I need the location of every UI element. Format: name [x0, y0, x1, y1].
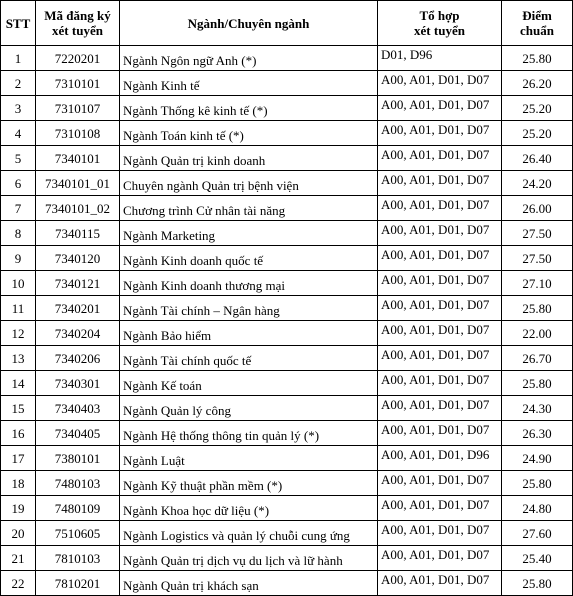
- cell-major: Ngành Quản lý công: [120, 396, 378, 421]
- cell-stt: 10: [1, 271, 36, 296]
- cell-stt: 12: [1, 321, 36, 346]
- cell-major: Ngành Ngôn ngữ Anh (*): [120, 46, 378, 71]
- cell-score: 27.50: [502, 221, 573, 246]
- cell-major: Ngành Quản trị kinh doanh: [120, 146, 378, 171]
- table-row: [1, 71, 573, 96]
- header-combination: Tổ hợp xét tuyển: [378, 1, 502, 46]
- cell-code: 7310101: [36, 71, 120, 96]
- cell-major: Ngành Thống kê kinh tế (*): [120, 96, 378, 121]
- cell-score: 25.40: [502, 546, 573, 571]
- cell-stt: 8: [1, 221, 36, 246]
- cell-stt: 20: [1, 521, 36, 546]
- cell-code: 7380101: [36, 446, 120, 471]
- cell-combination: A00, A01, D01, D07: [378, 496, 502, 521]
- cell-combination: A00, A01, D01, D07: [378, 96, 502, 121]
- table-row: [1, 96, 573, 121]
- cell-code: 7340120: [36, 246, 120, 271]
- cell-combination: A00, A01, D01, D07: [378, 246, 502, 271]
- cell-major: Ngành Tài chính – Ngân hàng: [120, 296, 378, 321]
- cell-score: 25.20: [502, 96, 573, 121]
- cell-major: Ngành Kinh doanh quốc tế: [120, 246, 378, 271]
- cell-score: 24.80: [502, 496, 573, 521]
- cell-combination: A00, A01, D01, D07: [378, 471, 502, 496]
- cell-stt: 9: [1, 246, 36, 271]
- table-row: [1, 421, 573, 446]
- cell-score: 25.80: [502, 296, 573, 321]
- cell-score: 27.60: [502, 521, 573, 546]
- cell-score: 25.80: [502, 571, 573, 596]
- cell-stt: 18: [1, 471, 36, 496]
- cell-code: 7340403: [36, 396, 120, 421]
- cell-code: 7340121: [36, 271, 120, 296]
- table-row: [1, 121, 573, 146]
- cell-major: Ngành Luật: [120, 446, 378, 471]
- table-row: [1, 146, 573, 171]
- table-row: [1, 171, 573, 196]
- cell-code: 7220201: [36, 46, 120, 71]
- table-row: [1, 571, 573, 596]
- table-row: [1, 196, 573, 221]
- cell-combination: A00, A01, D01, D07: [378, 271, 502, 296]
- header-score: Điểm chuẩn: [502, 1, 573, 46]
- cell-combination: A00, A01, D01, D07: [378, 421, 502, 446]
- table-body: [1, 46, 573, 596]
- table-row: [1, 546, 573, 571]
- cell-code: 7340101_02: [36, 196, 120, 221]
- table-row: [1, 521, 573, 546]
- cell-stt: 19: [1, 496, 36, 521]
- header-row: [1, 1, 573, 46]
- cell-major: Ngành Marketing: [120, 221, 378, 246]
- cell-code: 7340206: [36, 346, 120, 371]
- header-code: Mã đăng ký xét tuyển: [36, 1, 120, 46]
- cell-combination: A00, A01, D01, D07: [378, 396, 502, 421]
- cell-stt: 11: [1, 296, 36, 321]
- cell-major: Ngành Quản trị khách sạn: [120, 571, 378, 596]
- cell-stt: 21: [1, 546, 36, 571]
- cell-score: 26.70: [502, 346, 573, 371]
- cell-combination: A00, A01, D01, D07: [378, 171, 502, 196]
- table-row: [1, 321, 573, 346]
- cell-combination: A00, A01, D01, D07: [378, 146, 502, 171]
- cell-major: Ngành Kỹ thuật phần mềm (*): [120, 471, 378, 496]
- cell-code: 7340301: [36, 371, 120, 396]
- cell-score: 22.00: [502, 321, 573, 346]
- table-row: [1, 271, 573, 296]
- cell-stt: 13: [1, 346, 36, 371]
- cell-stt: 14: [1, 371, 36, 396]
- table-row: [1, 46, 573, 71]
- cell-code: 7810201: [36, 571, 120, 596]
- cell-stt: 5: [1, 146, 36, 171]
- cell-combination: A00, A01, D01, D07: [378, 546, 502, 571]
- cell-stt: 3: [1, 96, 36, 121]
- cell-combination: A00, A01, D01, D07: [378, 321, 502, 346]
- cell-combination: A00, A01, D01, D07: [378, 296, 502, 321]
- cell-major: Chuyên ngành Quản trị bệnh viện: [120, 171, 378, 196]
- cell-major: Ngành Logistics và quản lý chuỗi cung ứng: [120, 521, 378, 546]
- cell-stt: 1: [1, 46, 36, 71]
- cell-combination: A00, A01, D01, D96: [378, 446, 502, 471]
- cell-combination: A00, A01, D01, D07: [378, 121, 502, 146]
- cell-code: 7340204: [36, 321, 120, 346]
- cell-score: 26.20: [502, 71, 573, 96]
- table-row: [1, 346, 573, 371]
- cell-combination: A00, A01, D01, D07: [378, 221, 502, 246]
- cell-combination: A00, A01, D01, D07: [378, 571, 502, 596]
- cell-score: 26.00: [502, 196, 573, 221]
- cell-stt: 16: [1, 421, 36, 446]
- cell-major: Ngành Tài chính quốc tế: [120, 346, 378, 371]
- cell-score: 26.40: [502, 146, 573, 171]
- table-row: [1, 221, 573, 246]
- cell-major: Ngành Kinh tế: [120, 71, 378, 96]
- table-row: [1, 371, 573, 396]
- cell-stt: 22: [1, 571, 36, 596]
- cell-score: 24.30: [502, 396, 573, 421]
- cell-code: 7340101_01: [36, 171, 120, 196]
- cell-code: 7510605: [36, 521, 120, 546]
- cell-major: Ngành Khoa học dữ liệu (*): [120, 496, 378, 521]
- cell-stt: 7: [1, 196, 36, 221]
- cell-stt: 6: [1, 171, 36, 196]
- cell-code: 7310107: [36, 96, 120, 121]
- cell-score: 25.80: [502, 46, 573, 71]
- cell-score: 27.10: [502, 271, 573, 296]
- header-major: Ngành/Chuyên ngành: [120, 1, 378, 46]
- table-row: [1, 246, 573, 271]
- cell-code: 7340101: [36, 146, 120, 171]
- cell-combination: A00, A01, D01, D07: [378, 196, 502, 221]
- cell-stt: 2: [1, 71, 36, 96]
- table-header: [1, 1, 573, 46]
- cell-code: 7480103: [36, 471, 120, 496]
- cell-combination: A00, A01, D01, D07: [378, 521, 502, 546]
- cell-stt: 17: [1, 446, 36, 471]
- cell-code: 7340201: [36, 296, 120, 321]
- cell-score: 26.30: [502, 421, 573, 446]
- header-stt: STT: [1, 1, 36, 46]
- cell-code: 7480109: [36, 496, 120, 521]
- cell-combination: D01, D96: [378, 46, 502, 71]
- cell-code: 7810103: [36, 546, 120, 571]
- cell-combination: A00, A01, D01, D07: [378, 371, 502, 396]
- cell-code: 7340405: [36, 421, 120, 446]
- table-row: [1, 471, 573, 496]
- table-row: [1, 496, 573, 521]
- cell-major: Ngành Bảo hiểm: [120, 321, 378, 346]
- cell-score: 24.20: [502, 171, 573, 196]
- cell-major: Ngành Hệ thống thông tin quản lý (*): [120, 421, 378, 446]
- cell-score: 25.80: [502, 371, 573, 396]
- cell-stt: 4: [1, 121, 36, 146]
- cell-major: Chương trình Cử nhân tài năng: [120, 196, 378, 221]
- cell-stt: 15: [1, 396, 36, 421]
- cell-score: 25.20: [502, 121, 573, 146]
- table-row: [1, 296, 573, 321]
- cell-combination: A00, A01, D01, D07: [378, 346, 502, 371]
- cell-score: 27.50: [502, 246, 573, 271]
- cell-code: 7310108: [36, 121, 120, 146]
- cell-score: 25.80: [502, 471, 573, 496]
- cell-combination: A00, A01, D01, D07: [378, 71, 502, 96]
- cell-major: Ngành Kinh doanh thương mại: [120, 271, 378, 296]
- table-row: [1, 446, 573, 471]
- cell-major: Ngành Kế toán: [120, 371, 378, 396]
- cell-score: 24.90: [502, 446, 573, 471]
- cell-code: 7340115: [36, 221, 120, 246]
- cell-major: Ngành Toán kinh tế (*): [120, 121, 378, 146]
- cell-major: Ngành Quản trị dịch vụ du lịch và lữ hành: [120, 546, 378, 571]
- table-row: [1, 396, 573, 421]
